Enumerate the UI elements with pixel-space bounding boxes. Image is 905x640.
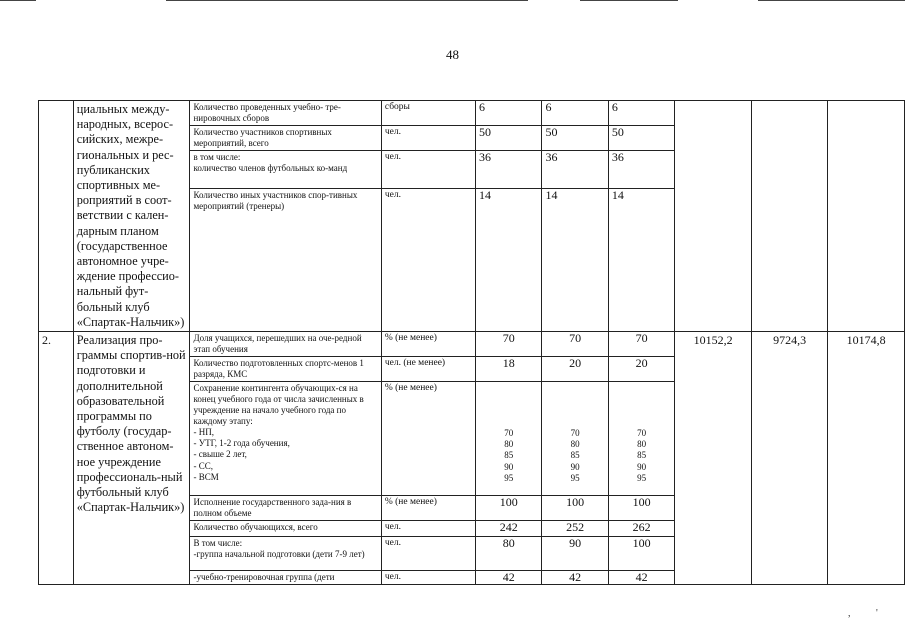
stage-label: - ВСМ: [193, 471, 219, 482]
top-rule-right: [580, 0, 678, 1]
value-cell: 50: [608, 126, 674, 151]
indicator-text: в том числе: количество членов футбольных ко-манд: [193, 152, 348, 174]
stage-values: [479, 427, 538, 484]
indicator-text: Количество подготовленных спортс-менов 1 разряда, КМС: [193, 358, 364, 380]
value-cell: 70: [476, 332, 542, 357]
unit-cell: % (не менее): [381, 382, 475, 496]
table-row: [39, 332, 905, 357]
unit-cell: % (не менее): [381, 332, 475, 357]
value-cell: 6: [542, 101, 608, 126]
value-cell: 42: [608, 571, 674, 585]
stage-value: 70: [504, 428, 514, 439]
unit-cell: чел.: [381, 571, 475, 585]
unit-cell: чел.: [381, 537, 475, 571]
value-cell: 14: [476, 188, 542, 331]
unit-cell: чел.: [381, 151, 475, 188]
finance-cell: [751, 101, 827, 332]
indicator-cell: [190, 537, 381, 571]
stage-label: - СС,: [193, 460, 213, 471]
stage-value: 90: [570, 461, 580, 472]
value-cell: 70: [608, 332, 674, 357]
stage-value: 90: [637, 461, 647, 472]
stage-value: 70: [637, 428, 647, 439]
value-cell: 36: [542, 151, 608, 188]
finance-cell: [675, 101, 752, 332]
value-cell: [476, 382, 542, 496]
indicators-table: [38, 100, 905, 585]
stage-value: 85: [504, 450, 514, 461]
indicator-text: Количество участников спортивных мероприятий, всего: [193, 127, 332, 149]
indicator-text: -учебно-тренировочная группа (дети: [193, 572, 335, 583]
unit-cell: чел.: [381, 521, 475, 537]
indicator-cell: [190, 496, 381, 521]
unit-cell: % (не менее): [381, 496, 475, 521]
indicator-text: Количество проведенных учебно- тре-нировочных сборов: [193, 102, 341, 123]
value-cell: 42: [542, 571, 608, 585]
stage-value: 85: [570, 450, 580, 461]
indicator-text: Количество обучающихся, всего: [193, 522, 318, 533]
bottom-mark-right: ': [876, 608, 878, 619]
indicator-text: Сохранение контингента обучающих-ся на конец учебного года от числа зачисленных в учреждение на начало учебного года по каждому этапу:: [193, 383, 364, 427]
indicator-text: В том числе: -группа начальной подготовки (дети 7-9 лет): [193, 538, 365, 560]
row-number: 2.: [39, 332, 74, 585]
value-cell: 50: [476, 126, 542, 151]
value-cell: 100: [608, 537, 674, 571]
value-cell: 18: [476, 357, 542, 382]
value-cell: 6: [476, 101, 542, 126]
value-cell: 20: [542, 357, 608, 382]
stage-value: 70: [570, 428, 580, 439]
stage-value: 90: [504, 461, 514, 472]
indicator-cell: [190, 151, 381, 188]
stage-label: - НП,: [193, 427, 214, 438]
stage-value: 85: [637, 450, 647, 461]
value-cell: 6: [608, 101, 674, 126]
value-cell: 36: [608, 151, 674, 188]
unit-cell: чел.: [381, 188, 475, 331]
stage-value: 80: [637, 439, 647, 450]
value-cell: [608, 382, 674, 496]
finance-cell: [828, 101, 905, 332]
finance-cell: 10174,8: [828, 332, 905, 585]
unit-cell: сборы: [381, 101, 475, 126]
finance-cell: 10152,2: [675, 332, 752, 585]
unit-cell: чел. (не менее): [381, 357, 475, 382]
stage-value: 95: [570, 472, 580, 483]
value-cell: 14: [542, 188, 608, 331]
indicator-text: Исполнение государственного зада-ния в полном объеме: [193, 497, 352, 519]
value-cell: 70: [542, 332, 608, 357]
stage-value: 80: [570, 439, 580, 450]
indicator-cell: [190, 332, 381, 357]
indicator-cell: [190, 521, 381, 537]
value-cell: 100: [542, 496, 608, 521]
stage-label: - УТГ, 1-2 года обучения,: [193, 438, 290, 449]
value-cell: 242: [476, 521, 542, 537]
stage-value: 95: [637, 472, 647, 483]
value-cell: 80: [476, 537, 542, 571]
indicator-text: Доля учащихся, перешедших на оче-редной этап обучения: [193, 333, 362, 355]
stage-spacer: [612, 383, 671, 427]
value-cell: 36: [476, 151, 542, 188]
finance-cell: 9724,3: [751, 332, 827, 585]
value-cell: 90: [542, 537, 608, 571]
value-cell: 20: [608, 357, 674, 382]
value-cell: 42: [476, 571, 542, 585]
value-cell: 262: [608, 521, 674, 537]
value-cell: [542, 382, 608, 496]
activity-name: циальных между-народных, всерос-сийских, межре-гиональных и рес-публиканских спортивных ме-роприятий в соот-ветствии с кален-дарным планом (государственное автономное учре-ждение профессио-нальный фут-больный клуб «Спартак-Нальчик»): [73, 101, 190, 332]
indicator-cell: [190, 357, 381, 382]
value-cell: 100: [608, 496, 674, 521]
indicator-cell: [190, 126, 381, 151]
indicator-cell: [190, 571, 381, 585]
value-cell: 100: [476, 496, 542, 521]
bottom-mark-left: ,: [848, 608, 851, 619]
stage-list: [193, 427, 377, 483]
indicator-text: Количество иных участников спор-тивных мероприятий (тренеры): [193, 189, 358, 211]
top-rule-left: [0, 0, 36, 1]
indicator-cell: [190, 101, 381, 126]
stage-values: [612, 427, 671, 484]
stage-spacer: [479, 383, 538, 427]
indicator-cell: [190, 382, 381, 496]
stage-values: [545, 427, 604, 484]
page-number: 48: [446, 47, 459, 62]
value-cell: 50: [542, 126, 608, 151]
stage-spacer: [545, 383, 604, 427]
row-number: [39, 101, 74, 332]
stage-label: - свыше 2 лет,: [193, 449, 247, 460]
stage-value: 95: [504, 472, 514, 483]
unit-cell: чел.: [381, 126, 475, 151]
top-rule-center: [166, 0, 528, 1]
activity-name: Реализация про-граммы спортив-ной подготовки и дополнительной образовательной программы по футболу (государ-ственное автоном-ное учреждение профессиональ-ный футбольный клуб «Спартак-Нальчик»): [73, 332, 190, 585]
top-rule-far-right: [758, 0, 905, 1]
indicator-cell: [190, 188, 381, 331]
value-cell: 14: [608, 188, 674, 331]
value-cell: 252: [542, 521, 608, 537]
table-row: [39, 101, 905, 126]
stage-value: 80: [504, 439, 514, 450]
